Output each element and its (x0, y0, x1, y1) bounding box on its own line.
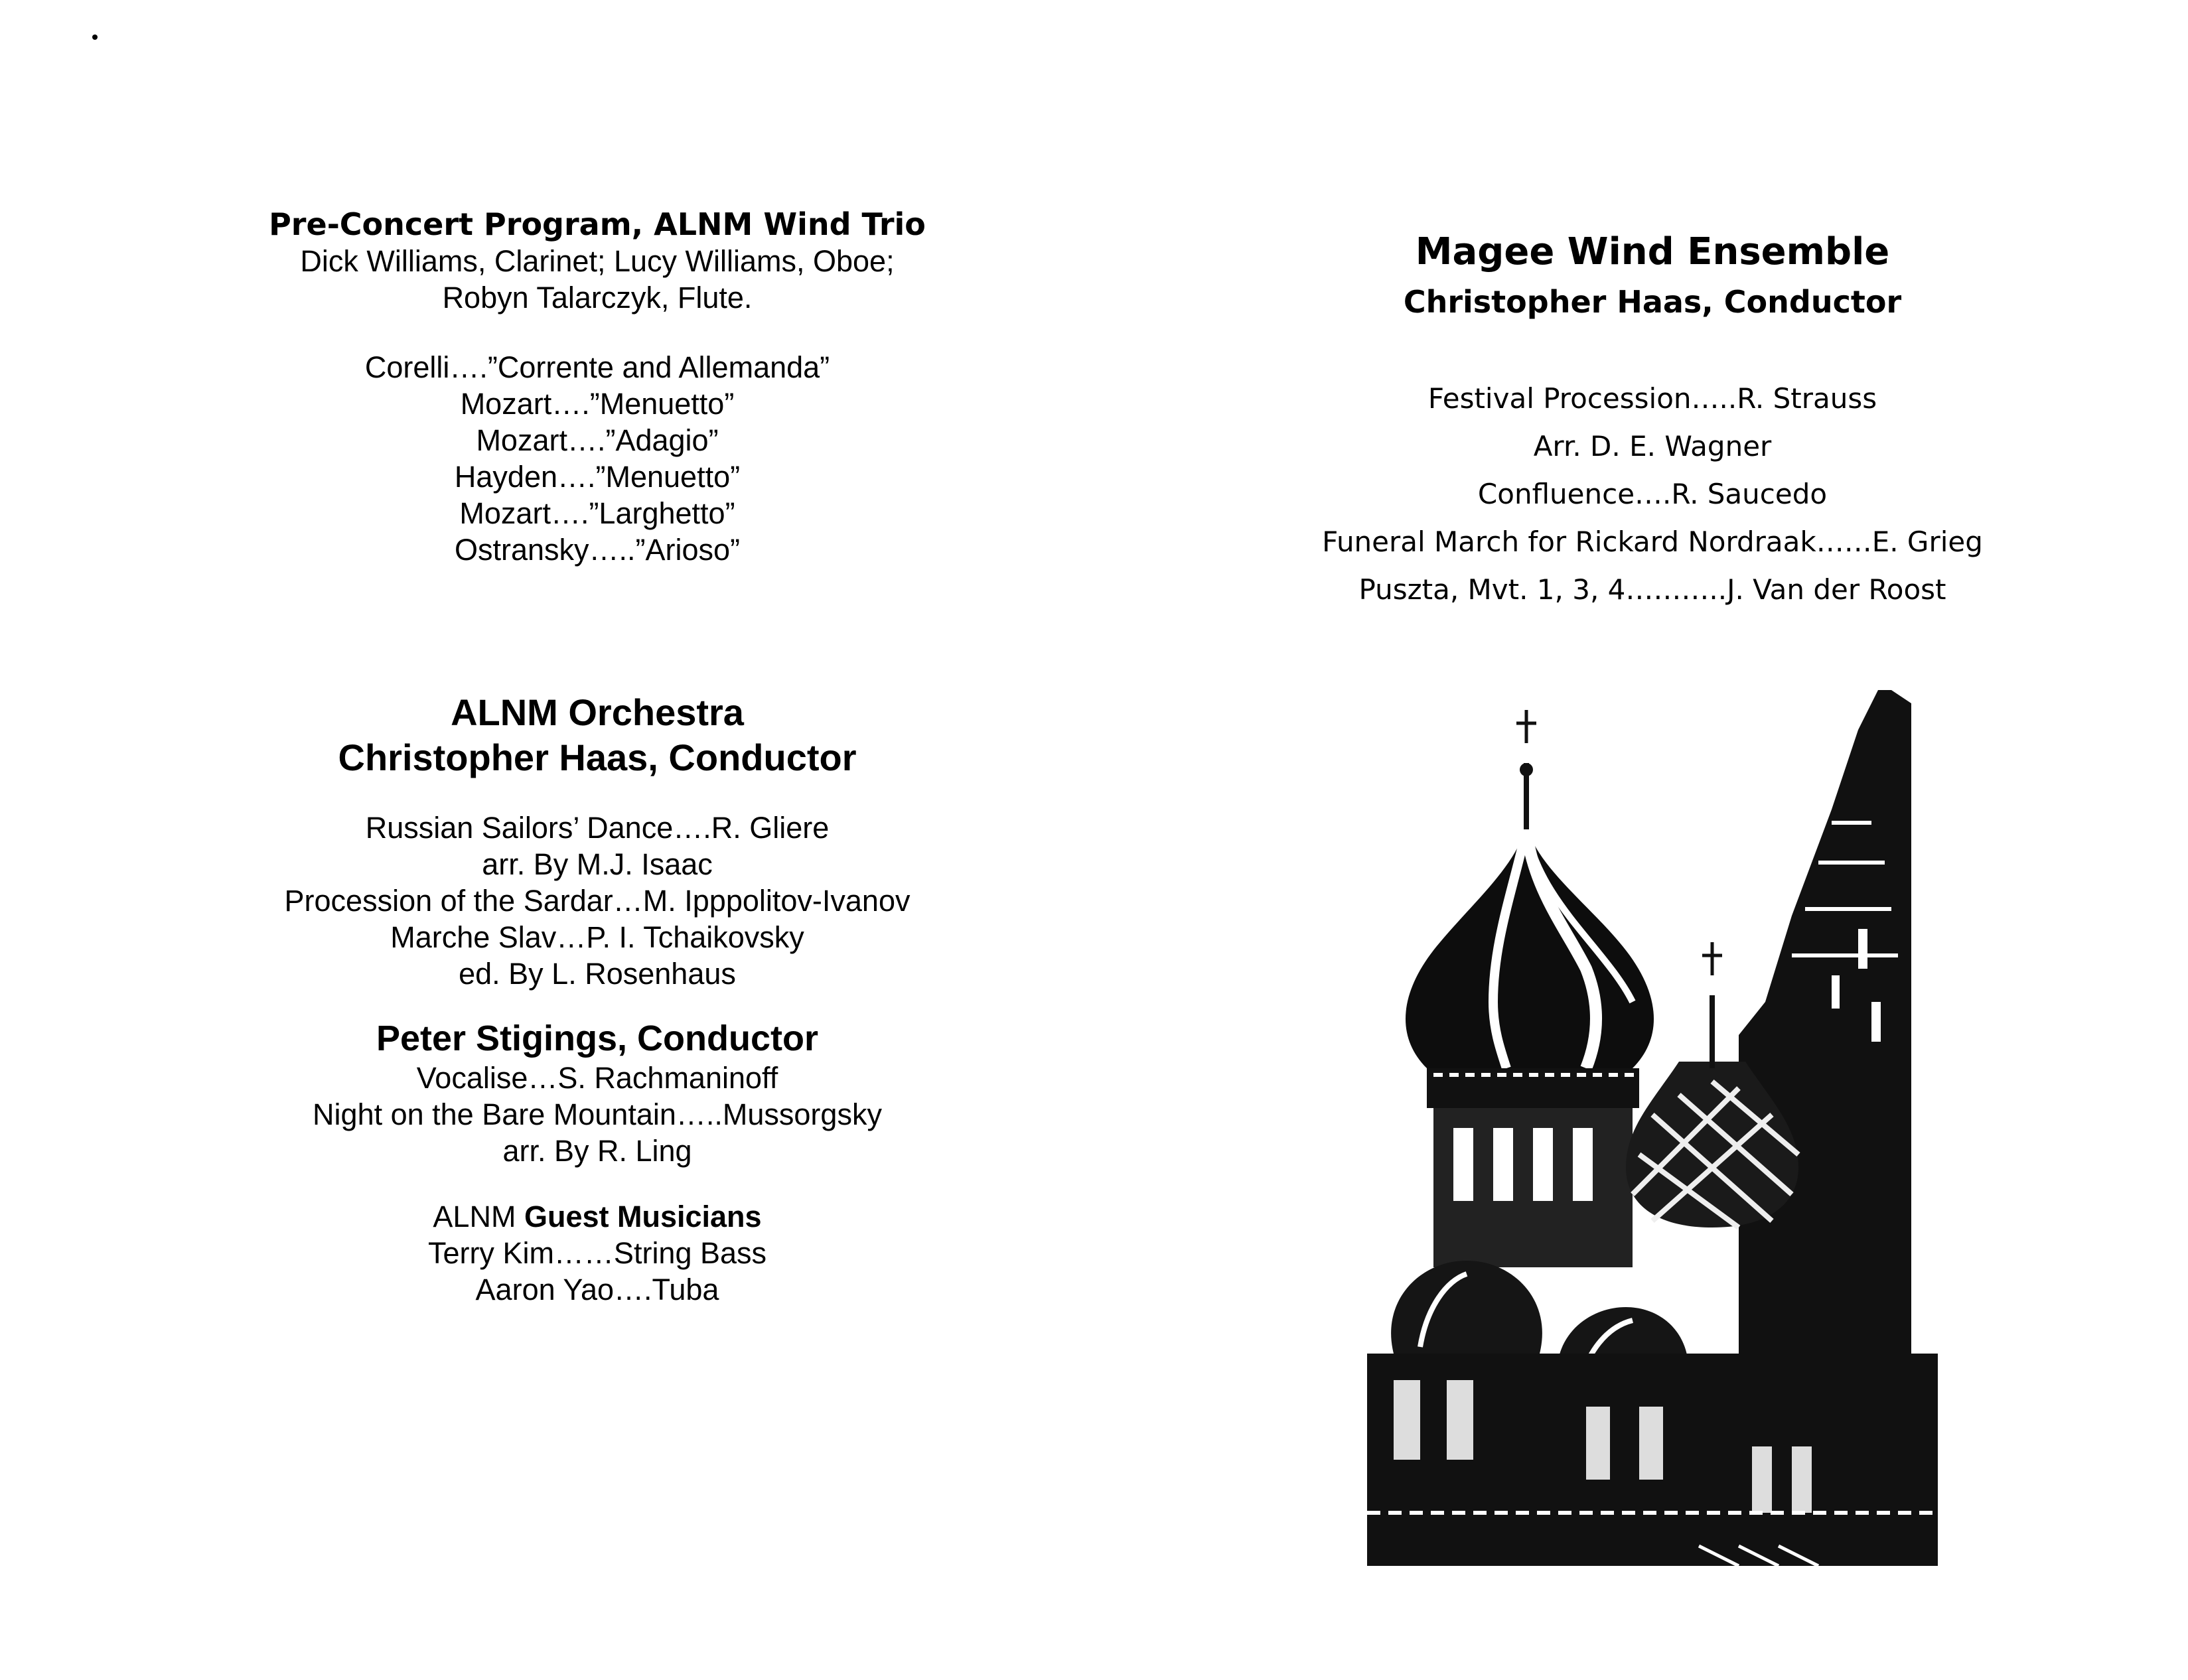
program-item: Arr. D. E. Wagner (1533, 430, 1772, 462)
orchestra-title: ALNM Orchestra (451, 691, 744, 733)
second-conductor-block (226, 1017, 969, 1169)
onion-domes-illustration (1367, 690, 1938, 1566)
program-item: arr. By M.J. Isaac (482, 847, 713, 881)
program-item: Ostransky…..”Arioso” (454, 533, 741, 567)
page-speck (92, 35, 98, 40)
wind-ensemble-conductor: Christopher Haas, Conductor (1403, 284, 1902, 320)
guest-musicians-block (226, 1198, 969, 1308)
program-item: Puszta, Mvt. 1, 3, 4………..J. Van der Roost (1358, 573, 1946, 606)
wind-ensemble-section (1287, 226, 2017, 614)
program-item: Mozart….”Adagio” (476, 423, 719, 457)
orchestra-conductor: Christopher Haas, Conductor (338, 736, 857, 778)
program-item: Festival Procession…..R. Strauss (1427, 382, 1877, 415)
pre-concert-pieces (226, 349, 969, 568)
program-item: Procession of the Sardar…M. Ipppolitov-Ivanov (284, 884, 911, 918)
pre-concert-section (226, 206, 969, 568)
wind-ensemble-pieces (1287, 375, 2017, 614)
pre-concert-performers-line-2: Robyn Talarczyk, Flute. (442, 281, 753, 315)
orchestra-section (226, 690, 969, 1308)
program-item: Corelli….”Corrente and Allemanda” (364, 350, 830, 384)
guest-item: Terry Kim……String Bass (427, 1236, 767, 1270)
pre-concert-performers-line-1: Dick Williams, Clarinet; Lucy Williams, Oboe; (300, 244, 895, 278)
program-item: arr. By R. Ling (502, 1134, 692, 1168)
program-item: ed. By L. Rosenhaus (459, 957, 736, 991)
program-item: Russian Sailors’ Dance….R. Gliere (365, 811, 830, 845)
pre-concert-heading: Pre-Concert Program, ALNM Wind Trio (269, 206, 926, 242)
guest-heading-prefix: ALNM (433, 1200, 524, 1233)
second-conductor-heading: Peter Stigings, Conductor (376, 1018, 819, 1058)
program-item: Hayden….”Menuetto” (454, 460, 741, 494)
program-item: Marche Slav…P. I. Tchaikovsky (390, 920, 804, 954)
wind-ensemble-title: Magee Wind Ensemble (1415, 230, 1890, 273)
program-item: Night on the Bare Mountain…..Mussorgsky (313, 1097, 882, 1131)
program-item: Mozart….”Menuetto” (460, 387, 735, 421)
program-item: Confluence….R. Saucedo (1477, 478, 1828, 510)
guest-heading-bold: Guest Musicians (524, 1200, 762, 1233)
guest-musicians-heading (226, 1198, 969, 1235)
program-item: Mozart….”Larghetto” (459, 496, 735, 530)
program-item: Vocalise…S. Rachmaninoff (416, 1061, 778, 1095)
guest-item: Aaron Yao….Tuba (475, 1273, 719, 1306)
orchestra-pieces (226, 809, 969, 992)
program-item: Funeral March for Rickard Nordraak……E. Grieg (1322, 525, 1983, 558)
